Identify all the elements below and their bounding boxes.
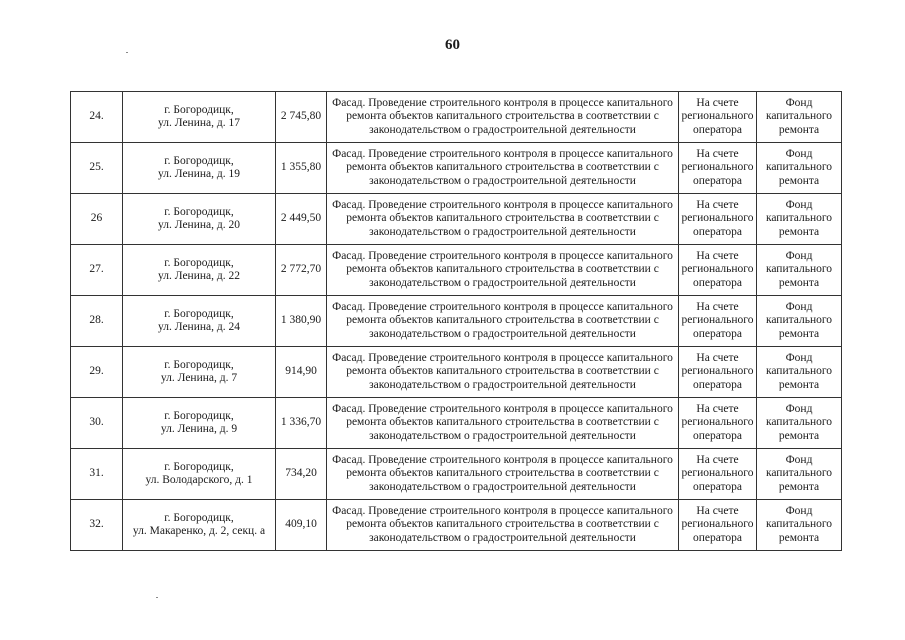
row-number: 26	[71, 194, 123, 245]
address-cell	[123, 296, 276, 347]
description-line: ремонта объектов капитального строительства в соответствии с	[346, 518, 659, 531]
fund-line: Фонд	[785, 300, 813, 313]
address-city: г. Богородицк,	[164, 154, 234, 167]
address-city: г. Богородицк,	[164, 307, 234, 320]
fund-line: ремонта	[778, 276, 820, 289]
account-line: регионального	[681, 518, 754, 531]
address-street: ул. Ленина, д. 9	[160, 423, 238, 435]
area-value: 1 336,70	[276, 398, 327, 449]
account-line: оператора	[692, 429, 743, 442]
account-line: На счете	[696, 351, 739, 364]
fund-line: ремонта	[778, 531, 820, 544]
account-cell	[679, 398, 757, 449]
address-street: ул. Ленина, д. 7	[160, 372, 238, 384]
row-number: 31.	[71, 449, 123, 500]
account-line: оператора	[692, 378, 743, 391]
fund-line: ремонта	[778, 327, 820, 340]
account-line: регионального	[681, 314, 754, 327]
table-row	[71, 398, 842, 449]
table-row	[71, 194, 842, 245]
account-line: На счете	[696, 453, 739, 466]
account-line: регионального	[681, 263, 754, 276]
work-description	[327, 500, 679, 551]
fund-line: ремонта	[778, 225, 820, 238]
description-line: Фасад. Проведение строительного контроля в процессе капитального	[332, 96, 673, 109]
area-value: 2 772,70	[276, 245, 327, 296]
account-line: оператора	[692, 123, 743, 136]
description-line: Фасад. Проведение строительного контроля в процессе капитального	[332, 300, 673, 313]
account-line: На счете	[696, 300, 739, 313]
fund-line: Фонд	[785, 402, 813, 415]
row-number: 25.	[71, 143, 123, 194]
account-line: На счете	[696, 96, 739, 109]
fund-line: ремонта	[778, 429, 820, 442]
fund-line: капитального	[765, 314, 833, 327]
scan-speck	[126, 52, 128, 53]
table-row	[71, 143, 842, 194]
account-line: На счете	[696, 147, 739, 160]
account-line: регионального	[681, 365, 754, 378]
fund-line: капитального	[765, 365, 833, 378]
address-city: г. Богородицк,	[164, 511, 234, 524]
area-value: 1 380,90	[276, 296, 327, 347]
account-line: На счете	[696, 402, 739, 415]
fund-line: Фонд	[785, 96, 813, 109]
description-line: ремонта объектов капитального строительства в соответствии с	[346, 365, 659, 378]
row-number: 24.	[71, 92, 123, 143]
fund-cell	[757, 500, 842, 551]
account-line: оператора	[692, 276, 743, 289]
description-line: законодательством о градостроительной деятельности	[369, 123, 636, 136]
address-cell	[123, 194, 276, 245]
fund-line: капитального	[765, 110, 833, 123]
address-city: г. Богородицк,	[164, 103, 234, 116]
area-value: 409,10	[276, 500, 327, 551]
account-cell	[679, 449, 757, 500]
account-line: оператора	[692, 327, 743, 340]
description-line: законодательством о градостроительной деятельности	[369, 480, 636, 493]
table-row	[71, 92, 842, 143]
area-value: 914,90	[276, 347, 327, 398]
description-line: Фасад. Проведение строительного контроля в процессе капитального	[332, 249, 673, 262]
row-number: 27.	[71, 245, 123, 296]
description-line: законодательством о градостроительной деятельности	[369, 378, 636, 391]
address-street: ул. Макаренко, д. 2, секц. а	[132, 525, 266, 537]
fund-line: ремонта	[778, 378, 820, 391]
description-line: ремонта объектов капитального строительства в соответствии с	[346, 314, 659, 327]
row-number: 29.	[71, 347, 123, 398]
area-value: 2 745,80	[276, 92, 327, 143]
work-description	[327, 449, 679, 500]
fund-cell	[757, 398, 842, 449]
area-value: 1 355,80	[276, 143, 327, 194]
address-street: ул. Володарского, д. 1	[145, 474, 253, 486]
account-cell	[679, 92, 757, 143]
fund-cell	[757, 143, 842, 194]
fund-cell	[757, 194, 842, 245]
table-row	[71, 296, 842, 347]
description-line: законодательством о градостроительной деятельности	[369, 225, 636, 238]
work-description	[327, 245, 679, 296]
work-description	[327, 398, 679, 449]
row-number: 28.	[71, 296, 123, 347]
page-number: 60	[445, 37, 460, 53]
fund-line: Фонд	[785, 453, 813, 466]
area-value: 2 449,50	[276, 194, 327, 245]
description-line: Фасад. Проведение строительного контроля в процессе капитального	[332, 351, 673, 364]
address-street: ул. Ленина, д. 20	[158, 219, 240, 231]
address-street: ул. Ленина, д. 17	[158, 117, 240, 129]
account-cell	[679, 347, 757, 398]
description-line: Фасад. Проведение строительного контроля в процессе капитального	[332, 198, 673, 211]
description-line: ремонта объектов капитального строительства в соответствии с	[346, 110, 659, 123]
account-cell	[679, 296, 757, 347]
account-line: оператора	[692, 225, 743, 238]
account-line: регионального	[681, 467, 754, 480]
work-description	[327, 194, 679, 245]
account-line: На счете	[696, 249, 739, 262]
account-cell	[679, 194, 757, 245]
fund-line: капитального	[765, 467, 833, 480]
account-cell	[679, 143, 757, 194]
description-line: законодательством о градостроительной деятельности	[369, 531, 636, 544]
address-cell	[123, 143, 276, 194]
account-line: регионального	[681, 110, 754, 123]
description-line: законодательством о градостроительной деятельности	[369, 276, 636, 289]
account-cell	[679, 245, 757, 296]
address-street: ул. Ленина, д. 19	[158, 168, 240, 180]
address-cell	[123, 449, 276, 500]
fund-line: капитального	[765, 518, 833, 531]
description-line: ремонта объектов капитального строительства в соответствии с	[346, 161, 659, 174]
account-line: оператора	[692, 480, 743, 493]
description-line: ремонта объектов капитального строительства в соответствии с	[346, 212, 659, 225]
work-description	[327, 92, 679, 143]
account-line: На счете	[696, 504, 739, 517]
work-description	[327, 143, 679, 194]
table-row	[71, 347, 842, 398]
description-line: ремонта объектов капитального строительства в соответствии с	[346, 416, 659, 429]
fund-line: капитального	[765, 416, 833, 429]
account-line: оператора	[692, 531, 743, 544]
row-number: 32.	[71, 500, 123, 551]
description-line: Фасад. Проведение строительного контроля в процессе капитального	[332, 147, 673, 160]
works-table	[70, 91, 842, 551]
description-line: Фасад. Проведение строительного контроля в процессе капитального	[332, 402, 673, 415]
description-line: ремонта объектов капитального строительства в соответствии с	[346, 467, 659, 480]
fund-line: Фонд	[785, 504, 813, 517]
account-line: регионального	[681, 212, 754, 225]
fund-line: Фонд	[785, 147, 813, 160]
address-city: г. Богородицк,	[164, 256, 234, 269]
address-cell	[123, 92, 276, 143]
fund-line: капитального	[765, 161, 833, 174]
description-line: законодательством о градостроительной деятельности	[369, 327, 636, 340]
description-line: Фасад. Проведение строительного контроля в процессе капитального	[332, 453, 673, 466]
area-value: 734,20	[276, 449, 327, 500]
address-city: г. Богородицк,	[164, 205, 234, 218]
fund-line: Фонд	[785, 351, 813, 364]
account-line: На счете	[696, 198, 739, 211]
fund-cell	[757, 449, 842, 500]
work-description	[327, 296, 679, 347]
address-city: г. Богородицк,	[164, 358, 234, 371]
description-line: законодательством о градостроительной деятельности	[369, 174, 636, 187]
fund-line: Фонд	[785, 249, 813, 262]
address-cell	[123, 500, 276, 551]
fund-line: ремонта	[778, 480, 820, 493]
account-line: регионального	[681, 161, 754, 174]
address-city: г. Богородицк,	[164, 460, 234, 473]
table-row	[71, 500, 842, 551]
address-city: г. Богородицк,	[164, 409, 234, 422]
description-line: законодательством о градостроительной деятельности	[369, 429, 636, 442]
account-line: оператора	[692, 174, 743, 187]
row-number: 30.	[71, 398, 123, 449]
address-cell	[123, 398, 276, 449]
fund-cell	[757, 92, 842, 143]
address-cell	[123, 347, 276, 398]
table-row	[71, 245, 842, 296]
account-cell	[679, 500, 757, 551]
fund-cell	[757, 347, 842, 398]
fund-cell	[757, 245, 842, 296]
description-line: ремонта объектов капитального строительства в соответствии с	[346, 263, 659, 276]
fund-cell	[757, 296, 842, 347]
work-description	[327, 347, 679, 398]
fund-line: капитального	[765, 263, 833, 276]
address-street: ул. Ленина, д. 24	[158, 321, 240, 333]
fund-line: ремонта	[778, 174, 820, 187]
address-street: ул. Ленина, д. 22	[158, 270, 240, 282]
table-row	[71, 449, 842, 500]
description-line: Фасад. Проведение строительного контроля в процессе капитального	[332, 504, 673, 517]
fund-line: Фонд	[785, 198, 813, 211]
scan-speck	[156, 597, 158, 598]
account-line: регионального	[681, 416, 754, 429]
fund-line: ремонта	[778, 123, 820, 136]
fund-line: капитального	[765, 212, 833, 225]
address-cell	[123, 245, 276, 296]
